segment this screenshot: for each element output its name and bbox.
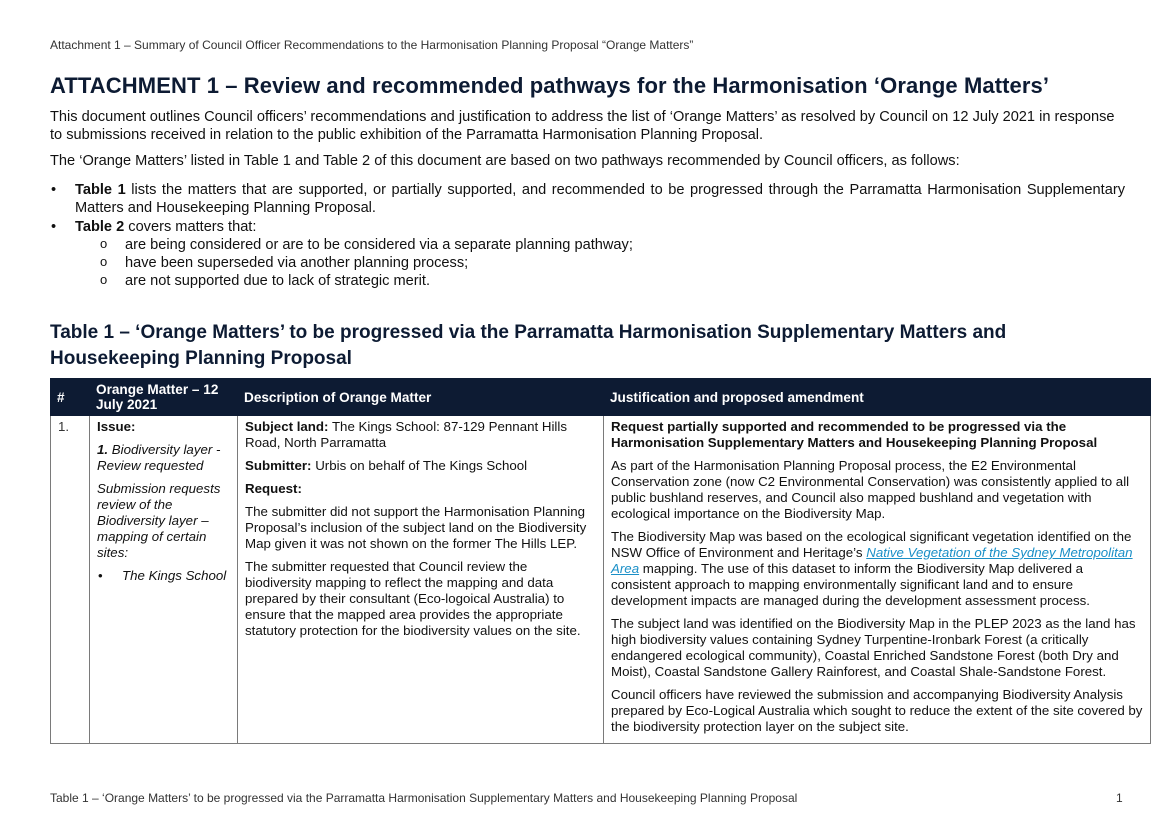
issue-label: Issue: <box>97 419 136 434</box>
column-header-justification: Justification and proposed amendment <box>604 379 1151 416</box>
request-label: Request: <box>245 481 302 496</box>
column-header-orange-matter: Orange Matter – 12 July 2021 <box>90 379 238 416</box>
subject-land-label: Subject land: <box>245 419 329 434</box>
table-header-row <box>51 379 1151 416</box>
page-number: 1 <box>1116 791 1123 805</box>
pathways-paragraph: The ‘Orange Matters’ listed in Table 1 and Table 2 of this document are based on two pathways recommended by Council officers, as follows: <box>50 153 960 169</box>
pathway-label: Table 2 <box>75 219 125 235</box>
justification-heading: Request partially supported and recommended to be progressed via the Harmonisation Supplementary Matters and Housekeeping Planning Proposal <box>611 419 1098 450</box>
orange-matters-table <box>50 378 1151 744</box>
justification-paragraph <box>611 529 1143 609</box>
sub-list-item: o have been superseded via another planning process; <box>75 254 1125 272</box>
request-paragraph: The submitter did not support the Harmonisation Planning Proposal’s inclusion of the subject land on the Biodiversity Map given it was not shown on the former The Hills LEP. <box>245 504 587 551</box>
request-paragraph: The submitter requested that Council review the biodiversity mapping to reflect the mapping and data prepared by their consultant (Eco-logoical Australia) to ensure that the mapped area provides the appropriate statutory protection for the biodiversity values on the site. <box>245 559 581 638</box>
justification-text: The Biodiversity Map was based on the ecological significant vegetation identified on the NSW Office of Environment and Heritage’s <box>611 529 1132 560</box>
justification-text: mapping. The use of this dataset to inform the Biodiversity Map delivered a consistent approach to mapping environmentally significant land and to ensure development impacts are managed during the development assessment process. <box>611 561 1090 608</box>
submitter-value: Urbis on behalf of The Kings School <box>311 458 528 473</box>
sub-list-item: o are being considered or are to be considered via a separate planning pathway; <box>75 236 1125 254</box>
justification-cell <box>604 416 1151 744</box>
running-header: Attachment 1 – Summary of Council Officer Recommendations to the Harmonisation Planning Proposal “Orange Matters” <box>50 38 694 52</box>
column-header-number: # <box>51 379 90 416</box>
orange-matter-cell <box>90 416 238 744</box>
table-title: Table 1 – ‘Orange Matters’ to be progressed via the Parramatta Harmonisation Supplementary Matters and Housekeeping Planning Proposal <box>50 322 1007 369</box>
issue-site-item: • The Kings School <box>97 568 230 584</box>
page-title: ATTACHMENT 1 – Review and recommended pathways for the Harmonisation ‘Orange Matters’ <box>50 73 1050 98</box>
subject-land-value: The Kings School: 87-129 Pennant Hills Road, North Parramatta <box>245 419 567 450</box>
submitter-label: Submitter: <box>245 458 312 473</box>
pathway-text: lists the matters that are supported, or partially supported, and recommended to be progressed through the Parramatta Harmonisation Supplementary Matters and Housekeeping Planning Proposal. <box>75 182 1125 216</box>
justification-paragraph: As part of the Harmonisation Planning Proposal process, the E2 Environmental Conservation zone (now C2 Environmental Conservation) was consistently applied to all public bushland reserves, and Council also mapped bushland and vegetation with ecological importance on the Biodiversity Map. <box>611 458 1130 521</box>
column-header-description: Description of Orange Matter <box>238 379 604 416</box>
native-vegetation-link[interactable]: Native Vegetation of the Sydney Metropolitan Area <box>611 545 1133 576</box>
issue-number: 1. <box>97 442 109 457</box>
footer-caption: Table 1 – ‘Orange Matters’ to be progressed via the Parramatta Harmonisation Supplementary Matters and Housekeeping Planning Proposal <box>50 791 798 805</box>
justification-paragraph: The subject land was identified on the Biodiversity Map in the PLEP 2023 as the land has high biodiversity values containing Sydney Turpentine-Ironbark Forest (a critically endangered ecological community), Coastal Enriched Sandstone Forest (both Dry and Moist), Coastal Sandstone Gallery Rainforest, and Coastal Shale-Sandstone Forest. <box>611 616 1136 679</box>
pathway-label: Table 1 <box>75 182 126 198</box>
intro-paragraph: This document outlines Council officers’ recommendations and justification to address the list of ‘Orange Matters’ as resolved by Council on 12 July 2021 in response to submissions received in relation to the public exhibition of the Parramatta Harmonisation Planning Proposal. <box>50 109 1115 143</box>
pathway-list <box>50 181 1125 291</box>
sub-list-item: o are not supported due to lack of strategic merit. <box>75 272 1125 290</box>
description-cell <box>238 416 604 744</box>
row-number-cell: 1. <box>51 416 90 744</box>
justification-paragraph: Council officers have reviewed the submission and accompanying Biodiversity Analysis prepared by Eco-Logical Australia which sought to reduce the extent of the site covered by the biodiversity protection layer on the subject site. <box>611 687 1143 734</box>
pathway-text: covers matters that: <box>124 219 257 235</box>
pathway-item-table-2 <box>50 218 1125 290</box>
table-2-sublist <box>75 236 1125 290</box>
table-row <box>51 416 1151 744</box>
issue-description: Submission requests review of the Biodiversity layer – mapping of certain sites: <box>97 481 221 560</box>
pathway-item-table-1 <box>50 181 1125 217</box>
issue-title: Biodiversity layer - Review requested <box>97 442 221 473</box>
